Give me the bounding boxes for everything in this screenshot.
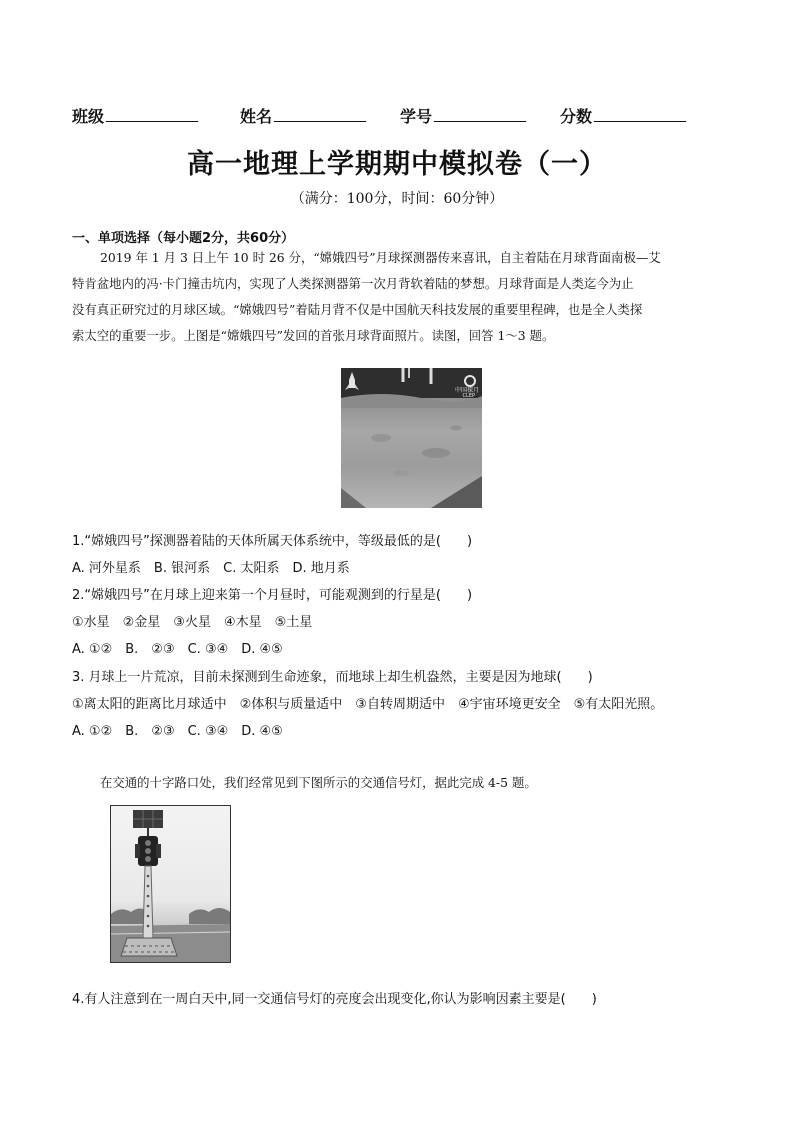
clep-moon-logo-icon xyxy=(464,372,476,384)
passage-line: 没有真正研究过的月球区域。“嫦娥四号”着陆月背不仅是中国航天科技发展的重要里程碑，也是全人类探 xyxy=(72,302,643,317)
traffic-light-graphic xyxy=(111,806,230,962)
name-field[interactable] xyxy=(240,104,366,127)
name-blank[interactable] xyxy=(274,107,366,122)
passage-2: 在交通的十字路口处，我们经常见到下图所示的交通信号灯，据此完成 4-5 题。 xyxy=(100,775,537,790)
question-3-options: A. ①② B. ②③ C. ③④ D. ④⑤ xyxy=(72,724,283,739)
question-1-stem: 1.“嫦娥四号”探测器着陆的天体所属天体系统中，等级最低的是( ) xyxy=(72,534,473,549)
section-heading: 一、单项选择（每小题2分，共60分） xyxy=(72,231,295,246)
passage-line: 2019 年 1 月 3 日上午 10 时 26 分，“嫦娥四号”月球探测器传来喜讯，自主着陆在月球背面南极—艾 xyxy=(100,250,661,265)
clep-logo-subtext: CLEP xyxy=(462,393,475,399)
name-label: 姓名 xyxy=(240,107,273,126)
question-1-options: A. 河外星系 B. 银河系 C. 太阳系 D. 地月系 xyxy=(72,561,350,576)
score-label: 分数 xyxy=(560,107,593,126)
student-id-blank[interactable] xyxy=(434,107,526,122)
moon-far-side-photo xyxy=(341,368,482,508)
score-blank[interactable] xyxy=(594,107,686,122)
student-id-label: 学号 xyxy=(400,107,433,126)
exam-title: 高一地理上学期期中模拟卷（一） xyxy=(187,149,607,180)
clep-logo-text: 中国探月 xyxy=(454,387,479,394)
question-2-stem: 2.“嫦娥四号”在月球上迎来第一个月昼时，可能观测到的行星是( ) xyxy=(72,588,473,603)
exam-subtitle: （满分：100分，时间：60分钟） xyxy=(290,191,504,207)
class-blank[interactable] xyxy=(106,107,198,122)
traffic-light-photo xyxy=(110,805,231,963)
class-field[interactable] xyxy=(72,104,198,127)
question-2-options: A. ①② B. ②③ C. ③④ D. ④⑤ xyxy=(72,642,283,657)
question-3-stem: 3. 月球上一片荒凉，目前未探测到生命迹象，而地球上却生机盎然，主要是因为地球( ) xyxy=(72,670,593,685)
question-3-list: ①离太阳的距离比月球适中 ②体积与质量适中 ③自转周期适中 ④宇宙环境更安全 ⑤有太阳光照。 xyxy=(72,697,664,712)
question-4-stem: 4.有人注意到在一周白天中,同一交通信号灯的亮度会出现变化,你认为影响因素主要是( ) xyxy=(72,992,597,1007)
rocket-logo-icon xyxy=(345,372,359,392)
passage-line: 特肯盆地内的冯·卡门撞击坑内，实现了人类探测器第一次月背软着陆的梦想。月球背面是人类迄今为止 xyxy=(72,276,634,291)
passage-line: 索太空的重要一步。上图是“嫦娥四号”发回的首张月球背面照片。读图，回答 1～3 题。 xyxy=(72,328,555,343)
student-id-field[interactable] xyxy=(400,104,526,127)
score-field[interactable] xyxy=(560,104,686,127)
question-2-list: ①水星 ②金星 ③火星 ④木星 ⑤土星 xyxy=(72,615,313,630)
class-label: 班级 xyxy=(72,107,105,126)
